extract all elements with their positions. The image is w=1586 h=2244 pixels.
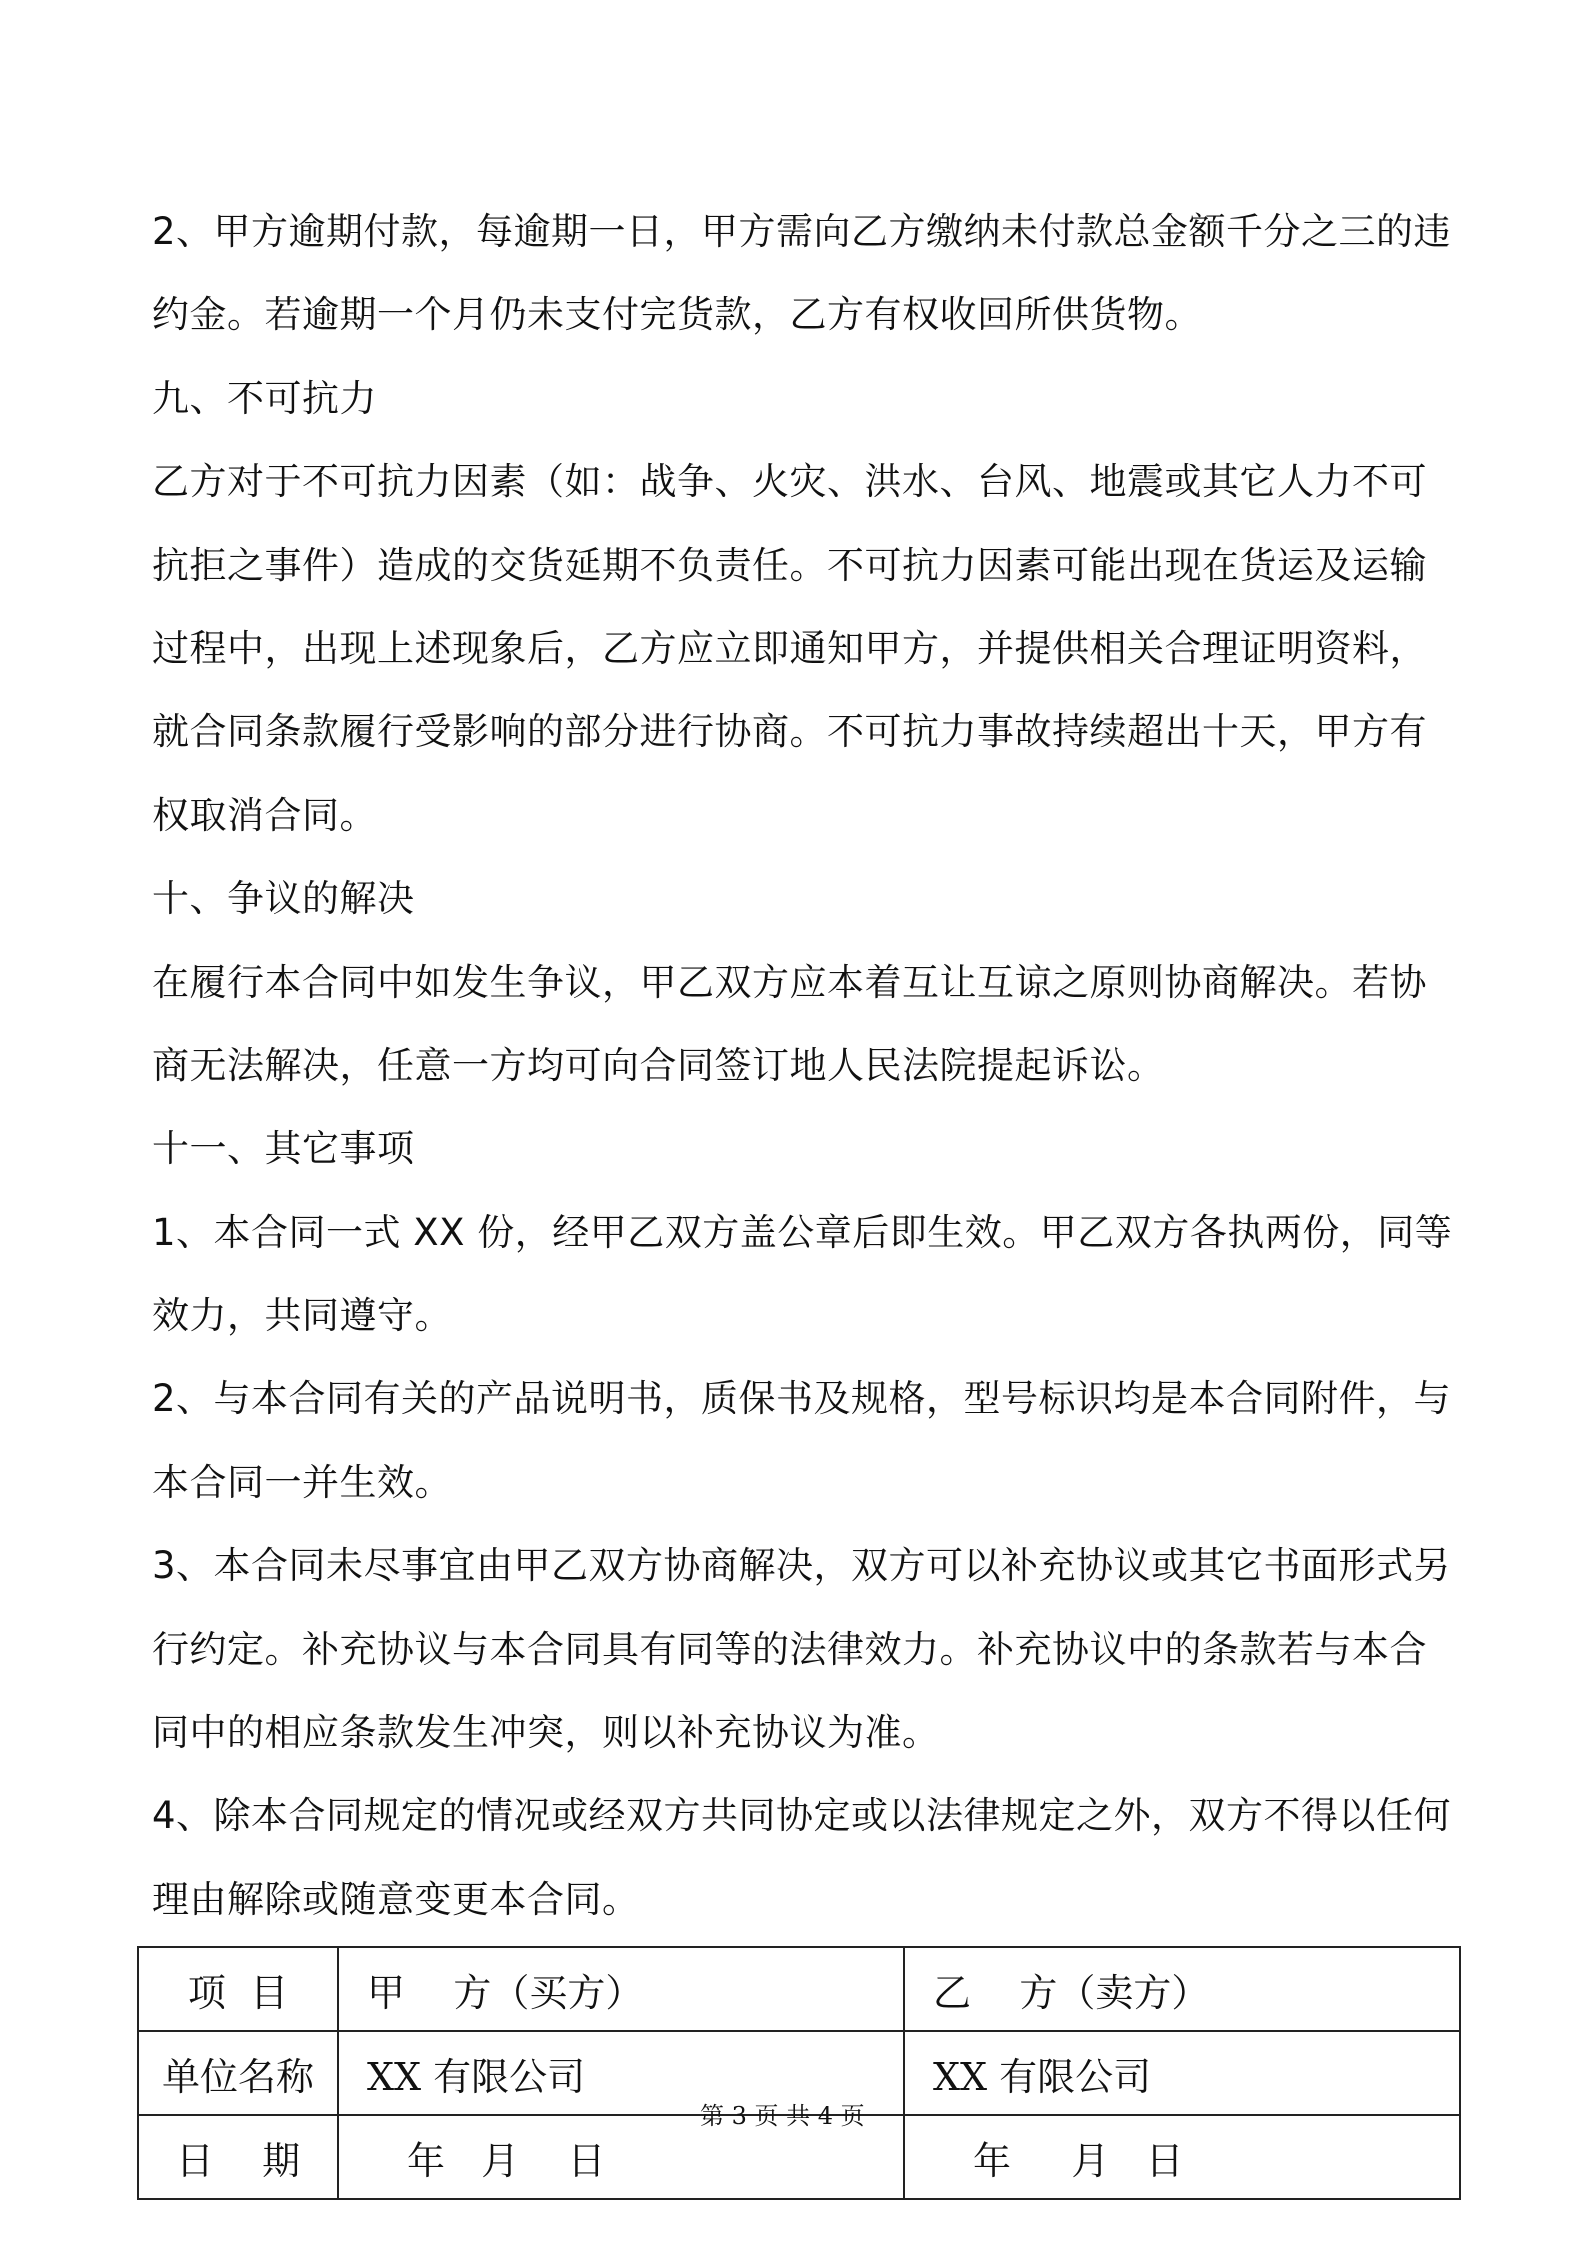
paragraph-line: 行约定。补充协议与本合同具有同等的法律效力。补充协议中的条款若与本合 bbox=[152, 1627, 1427, 1671]
party-a-date: 年 月 日 bbox=[338, 2115, 904, 2199]
table-header-row bbox=[138, 1947, 1460, 2031]
party-a-company: XX 有限公司 bbox=[338, 2031, 904, 2115]
page-number: 第 3 页 共 4 页 bbox=[700, 2102, 865, 2130]
section-heading: 九、不可抗力 bbox=[152, 376, 377, 420]
paragraph-line: 本合同一并生效。 bbox=[152, 1460, 452, 1504]
paragraph-line: 就合同条款履行受影响的部分进行协商。不可抗力事故持续超出十天，甲方有 bbox=[152, 710, 1427, 754]
paragraph-line: 效力，共同遵守。 bbox=[152, 1294, 452, 1338]
paragraph-line: 3、本合同未尽事宜由甲乙双方协商解决，双方可以补充协议或其它书面形式另 bbox=[152, 1544, 1452, 1588]
paragraph-line: 过程中，出现上述现象后，乙方应立即通知甲方，并提供相关合理证明资料， bbox=[152, 626, 1427, 670]
header-party-a: 甲 方（买方） bbox=[338, 1947, 904, 2031]
paragraph-line: 约金。若逾期一个月仍未支付完货款，乙方有权收回所供货物。 bbox=[152, 293, 1202, 337]
header-item: 项 目 bbox=[138, 1947, 338, 2031]
paragraph-line: 抗拒之事件）造成的交货延期不负责任。不可抗力因素可能出现在货运及运输 bbox=[152, 543, 1427, 587]
party-b-date: 年 月 日 bbox=[904, 2115, 1460, 2199]
paragraph-line: 2、与本合同有关的产品说明书，质保书及规格，型号标识均是本合同附件，与 bbox=[152, 1377, 1452, 1421]
paragraph-line: 2、甲方逾期付款，每逾期一日，甲方需向乙方缴纳未付款总金额千分之三的违 bbox=[152, 210, 1452, 253]
party-b-company: XX 有限公司 bbox=[904, 2031, 1460, 2115]
paragraph-line: 1、本合同一式 XX 份，经甲乙双方盖公章后即生效。甲乙双方各执两份，同等 bbox=[152, 1210, 1453, 1254]
header-party-b: 乙 方（卖方） bbox=[904, 1947, 1460, 2031]
signature-table bbox=[137, 1946, 1461, 2200]
paragraph-line: 权取消合同。 bbox=[152, 793, 377, 837]
paragraph-line: 同中的相应条款发生冲突，则以补充协议为准。 bbox=[152, 1711, 940, 1755]
paragraph-line: 在履行本合同中如发生争议，甲乙双方应本着互让互谅之原则协商解决。若协 bbox=[152, 960, 1427, 1004]
paragraph-line: 商无法解决，任意一方均可向合同签订地人民法院提起诉讼。 bbox=[152, 1043, 1165, 1087]
section-heading: 十一、其它事项 bbox=[152, 1127, 415, 1171]
section-heading: 十、争议的解决 bbox=[152, 877, 415, 921]
paragraph-line: 乙方对于不可抗力因素（如：战争、火灾、洪水、台风、地震或其它人力不可 bbox=[152, 460, 1427, 504]
date-label: 日 期 bbox=[138, 2115, 338, 2199]
paragraph-line: 理由解除或随意变更本合同。 bbox=[152, 1877, 640, 1921]
paragraph-line: 4、除本合同规定的情况或经双方共同协定或以法律规定之外，双方不得以任何 bbox=[152, 1794, 1452, 1838]
document-body bbox=[152, 190, 1452, 1941]
company-label: 单位名称 bbox=[138, 2031, 338, 2115]
